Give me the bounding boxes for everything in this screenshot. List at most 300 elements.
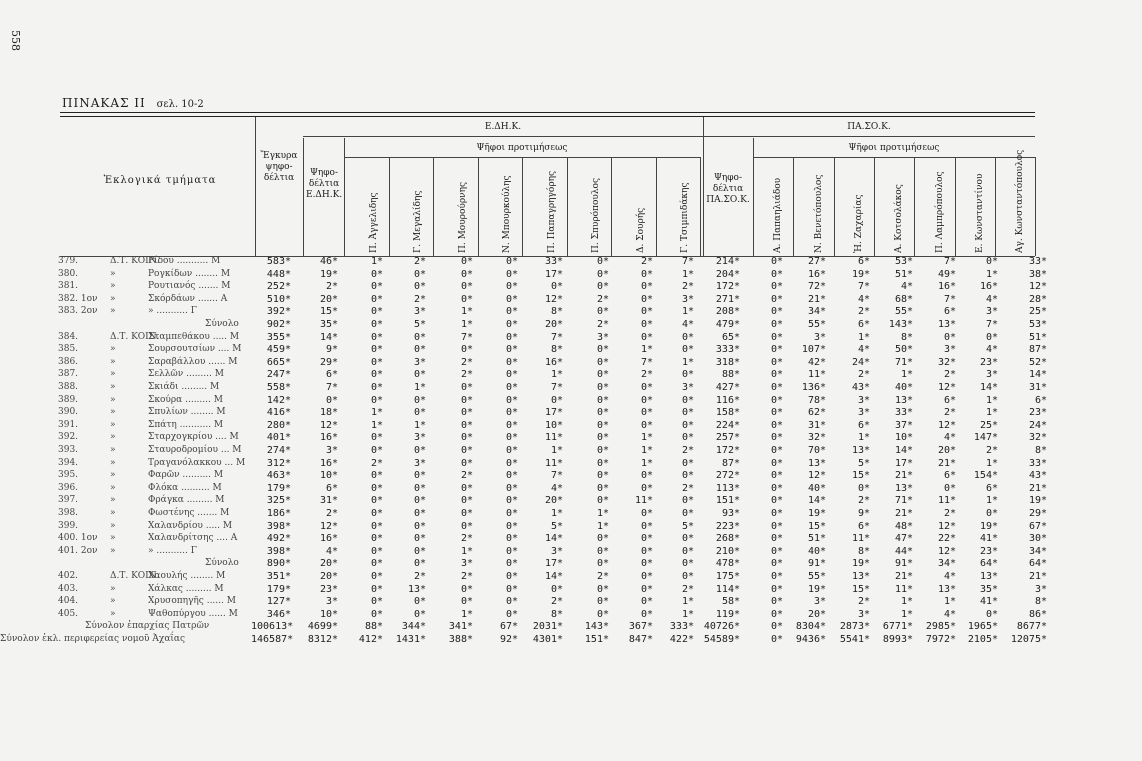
cell-value: 2873* — [839, 621, 870, 633]
cell-value: 0* — [596, 545, 609, 557]
cell-value: 67* — [499, 621, 518, 633]
cell-value: 6* — [857, 520, 870, 532]
header-edik-pref: Ψῆφοι προτιμήσεως — [476, 143, 568, 153]
cell-value: 0* — [505, 508, 518, 519]
cell-value: 0* — [370, 306, 383, 318]
cell-value: 12* — [937, 520, 956, 532]
cell-value: 40* — [807, 482, 826, 494]
cell-value: 2* — [596, 293, 609, 305]
cell-value: 0* — [413, 520, 426, 532]
cell-value: 1* — [596, 520, 609, 532]
cell-value: 16* — [319, 432, 338, 444]
cell-value: 0* — [505, 306, 518, 318]
row-area: » — [110, 356, 116, 367]
edik-candidate-header: Π. Ἀγγελιδης — [368, 192, 379, 253]
row-number: 395. — [58, 470, 79, 481]
cell-value: 2* — [857, 369, 870, 381]
table-row — [0, 382, 1142, 394]
cell-value: 367* — [628, 621, 653, 633]
cell-value: 1* — [681, 596, 694, 608]
cell-value: 6* — [325, 369, 338, 381]
table-header — [60, 112, 1035, 256]
cell-value: 48* — [894, 520, 913, 532]
table-row — [0, 395, 1142, 407]
cell-value: 11* — [634, 495, 653, 507]
header-edik-group: Ε.ΔΗ.Κ. — [484, 122, 522, 132]
cell-value: 19* — [851, 268, 870, 280]
cell-value: 0* — [596, 533, 609, 545]
cell-value: 4* — [943, 432, 956, 444]
cell-value: 0* — [370, 596, 383, 608]
cell-value: 68* — [894, 293, 913, 305]
cell-value: 0* — [770, 293, 783, 305]
page-number: 558 — [9, 30, 22, 51]
cell-value: 312* — [266, 457, 291, 469]
table-row — [0, 458, 1142, 470]
cell-value: 0* — [370, 394, 383, 406]
cell-value: 0* — [596, 344, 609, 356]
cell-value: 2* — [413, 256, 426, 267]
row-area: » — [110, 407, 116, 418]
cell-value: 0* — [770, 608, 783, 620]
cell-value: 1* — [943, 596, 956, 608]
cell-value: 0* — [460, 268, 473, 280]
cell-value: 0* — [413, 331, 426, 343]
cell-value: 12* — [937, 545, 956, 557]
row-number: 401. 2ον — [58, 545, 98, 556]
cell-value: 398* — [266, 520, 291, 532]
cell-value: 0* — [596, 482, 609, 494]
cell-value: 0* — [413, 394, 426, 406]
cell-value: 0* — [640, 583, 653, 595]
pasok-candidate-header: Ἠ. Ζαχαρίας — [853, 194, 864, 253]
cell-value: 158* — [715, 407, 740, 419]
cell-value: 114* — [715, 583, 740, 595]
cell-value: 40* — [807, 545, 826, 557]
cell-value: 0* — [413, 268, 426, 280]
cell-value: 0* — [770, 457, 783, 469]
cell-value: 172* — [715, 281, 740, 293]
cell-value: 8993* — [882, 634, 913, 645]
cell-value: 0* — [505, 407, 518, 419]
row-name: Σκούρα ......... Μ — [148, 394, 223, 405]
cell-value: 0* — [460, 281, 473, 293]
cell-value: 0* — [681, 419, 694, 431]
cell-value: 0* — [460, 407, 473, 419]
cell-value: 2* — [413, 293, 426, 305]
cell-value: 0* — [413, 533, 426, 545]
edik-candidate-header: Π. Μουρούρνης — [457, 181, 468, 253]
row-name: Χρυσοπηγῆς ...... Μ — [148, 596, 236, 607]
row-name: Σύνολο — [205, 319, 239, 329]
cell-value: 1* — [985, 268, 998, 280]
row-area: » — [110, 306, 116, 317]
row-name: Ρουτιανός ....... Μ — [148, 281, 231, 292]
cell-value: 3* — [681, 382, 694, 393]
cell-value: 17* — [894, 457, 913, 469]
cell-value: 136* — [801, 382, 826, 393]
cell-value: 0* — [770, 344, 783, 356]
header-valid-ballots: Ἔγκυρα ψηφο-δέλτια — [260, 151, 298, 183]
cell-value: 325* — [266, 495, 291, 507]
cell-value: 0* — [640, 596, 653, 608]
cell-value: 1* — [550, 445, 563, 456]
cell-value: 0* — [770, 520, 783, 532]
row-area: Δ.Τ. ΚΟΙΝ. — [110, 256, 160, 266]
table-row — [0, 332, 1142, 344]
cell-value: 0* — [370, 382, 383, 393]
cell-value: 0* — [505, 445, 518, 456]
cell-value: 21* — [937, 457, 956, 469]
table-row — [0, 521, 1142, 533]
cell-value: 0* — [770, 407, 783, 419]
cell-value: 53* — [1028, 319, 1047, 330]
cell-value: 0* — [640, 319, 653, 330]
cell-value: 0* — [770, 634, 783, 645]
cell-value: 0* — [681, 558, 694, 570]
cell-value: 35* — [979, 583, 998, 595]
cell-value: 3* — [596, 331, 609, 343]
pasok-candidate-header: Ν. Βενετόπουλος — [813, 174, 824, 253]
cell-value: 43* — [1028, 470, 1047, 482]
cell-value: 38* — [1028, 268, 1047, 280]
cell-value: 0* — [413, 344, 426, 356]
row-number: 384. — [58, 331, 79, 342]
header-sections: Ἐκλογικά τμήματα — [103, 175, 217, 186]
cell-value: 0* — [640, 482, 653, 494]
cell-value: 71* — [894, 495, 913, 507]
cell-value: 0* — [596, 394, 609, 406]
table-row — [0, 256, 1142, 268]
row-name: Σύνολον ἐκλ. περιφερείας νομοῦ Ἀχαΐας — [0, 634, 186, 644]
cell-value: 27* — [807, 256, 826, 267]
cell-value: 2* — [550, 596, 563, 608]
table-row — [0, 495, 1142, 507]
cell-value: 3* — [857, 608, 870, 620]
cell-value: 0* — [505, 558, 518, 570]
row-name: Σουρσουτσίων .... Μ — [148, 344, 242, 355]
row-area: » — [110, 382, 116, 392]
table-row — [0, 432, 1142, 444]
row-number: 390. — [58, 407, 79, 418]
cell-value: 1* — [640, 432, 653, 444]
cell-value: 0* — [770, 256, 783, 267]
cell-value: 13* — [807, 457, 826, 469]
cell-value: 0* — [770, 281, 783, 293]
cell-value: 0* — [985, 608, 998, 620]
cell-value: 86* — [1028, 608, 1047, 620]
cell-value: 0* — [370, 445, 383, 456]
cell-value: 271* — [715, 293, 740, 305]
cell-value: 1965* — [967, 621, 998, 633]
cell-value: 10* — [544, 419, 563, 431]
cell-value: 0* — [640, 268, 653, 280]
cell-value: 10* — [319, 608, 338, 620]
cell-value: 13* — [937, 319, 956, 330]
cell-value: 2* — [596, 571, 609, 582]
cell-value: 333* — [669, 621, 694, 633]
row-area: » — [110, 344, 116, 355]
cell-value: 12* — [1028, 281, 1047, 293]
cell-value: 412* — [358, 634, 383, 645]
cell-value: 2* — [943, 407, 956, 419]
cell-value: 4* — [857, 344, 870, 356]
table-row — [0, 558, 1142, 570]
cell-value: 0* — [640, 407, 653, 419]
cell-value: 0* — [505, 344, 518, 356]
cell-value: 55* — [894, 306, 913, 318]
cell-value: 0* — [413, 369, 426, 381]
cell-value: 11* — [544, 432, 563, 444]
cell-value: 0* — [505, 268, 518, 280]
cell-value: 179* — [266, 482, 291, 494]
cell-value: 19* — [319, 268, 338, 280]
cell-value: 0* — [770, 319, 783, 330]
cell-value: 78* — [807, 394, 826, 406]
cell-value: 3* — [857, 394, 870, 406]
cell-value: 0* — [596, 356, 609, 368]
cell-value: 4* — [943, 571, 956, 582]
cell-value: 459* — [266, 344, 291, 356]
cell-value: 5541* — [839, 634, 870, 645]
cell-value: 3* — [1034, 583, 1047, 595]
cell-value: 21* — [1028, 571, 1047, 582]
cell-value: 3* — [813, 596, 826, 608]
cell-value: 2* — [325, 508, 338, 519]
cell-value: 146587* — [251, 634, 294, 645]
cell-value: 13* — [851, 445, 870, 456]
row-number: 380. — [58, 268, 79, 279]
cell-value: 8* — [1034, 445, 1047, 456]
row-area: » — [110, 268, 116, 279]
row-name: Χαουλής ........ Μ — [148, 571, 226, 581]
cell-value: 0* — [370, 533, 383, 545]
cell-value: 65* — [721, 331, 740, 343]
cell-value: 3* — [325, 596, 338, 608]
cell-value: 272* — [715, 470, 740, 482]
table-row — [0, 420, 1142, 432]
cell-value: 23* — [979, 356, 998, 368]
cell-value: 58* — [721, 596, 740, 608]
row-number: 379. — [58, 256, 79, 266]
row-name: Φλόκα .......... Μ — [148, 482, 222, 493]
cell-value: 0* — [681, 533, 694, 545]
cell-value: 0* — [505, 356, 518, 368]
cell-value: 1* — [900, 596, 913, 608]
cell-value: 67* — [1028, 520, 1047, 532]
cell-value: 0* — [370, 356, 383, 368]
cell-value: 8* — [550, 608, 563, 620]
cell-value: 0* — [460, 394, 473, 406]
cell-value: 16* — [937, 281, 956, 293]
cell-value: 7* — [943, 293, 956, 305]
row-name: » ........... Γ — [148, 545, 197, 556]
cell-value: 41* — [979, 533, 998, 545]
cell-value: 1* — [640, 445, 653, 456]
cell-value: 3* — [460, 558, 473, 570]
row-number: 396. — [58, 482, 79, 493]
cell-value: 0* — [370, 558, 383, 570]
cell-value: 92* — [499, 634, 518, 645]
cell-value: 0* — [770, 306, 783, 318]
cell-value: 11* — [894, 583, 913, 595]
cell-value: 0* — [505, 608, 518, 620]
row-number: 385. — [58, 344, 79, 355]
cell-value: 14* — [544, 571, 563, 582]
cell-value: 0* — [985, 508, 998, 519]
row-number: 387. — [58, 369, 79, 380]
cell-value: 23* — [319, 583, 338, 595]
cell-value: 72* — [807, 281, 826, 293]
cell-value: 0* — [370, 319, 383, 330]
cell-value: 388* — [448, 634, 473, 645]
edik-candidate-header: Π. Σπυρόπουλος — [591, 178, 601, 253]
cell-value: 16* — [979, 281, 998, 293]
cell-value: 13* — [937, 583, 956, 595]
row-number: 392. — [58, 432, 79, 443]
row-area: » — [110, 596, 116, 607]
cell-value: 20* — [937, 445, 956, 456]
row-name: Φράγκα ......... Μ — [148, 495, 225, 506]
cell-value: 19* — [807, 508, 826, 519]
cell-value: 1* — [460, 319, 473, 330]
cell-value: 14* — [894, 445, 913, 456]
cell-value: 0* — [505, 331, 518, 343]
cell-value: 0* — [370, 344, 383, 356]
pasok-candidate-header: Ε. Κωνσταντίνου — [974, 173, 985, 253]
cell-value: 208* — [715, 306, 740, 318]
cell-value: 3* — [550, 545, 563, 557]
cell-value: 0* — [550, 583, 563, 595]
row-name: » ........... Γ — [148, 306, 197, 317]
cell-value: 0* — [681, 545, 694, 557]
cell-value: 0* — [770, 268, 783, 280]
cell-value: 31* — [1028, 382, 1047, 393]
cell-value: 43* — [851, 382, 870, 393]
cell-value: 0* — [505, 293, 518, 305]
cell-value: 49* — [937, 268, 956, 280]
cell-value: 0* — [460, 520, 473, 532]
cell-value: 0* — [770, 394, 783, 406]
cell-value: 1* — [681, 356, 694, 368]
cell-value: 0* — [596, 583, 609, 595]
cell-value: 34* — [937, 558, 956, 570]
cell-value: 224* — [715, 419, 740, 431]
cell-value: 6* — [857, 319, 870, 330]
cell-value: 0* — [413, 495, 426, 507]
cell-value: 42* — [807, 356, 826, 368]
cell-value: 0* — [770, 583, 783, 595]
cell-value: 6* — [325, 482, 338, 494]
cell-value: 1* — [460, 306, 473, 318]
cell-value: 2* — [681, 482, 694, 494]
cell-value: 0* — [370, 545, 383, 557]
cell-value: 7* — [550, 382, 563, 393]
cell-value: 55* — [807, 319, 826, 330]
cell-value: 64* — [979, 558, 998, 570]
cell-value: 0* — [640, 545, 653, 557]
pasok-candidate-header: Π. Λαμπρόπουλος — [934, 171, 945, 253]
cell-value: 19* — [1028, 495, 1047, 507]
cell-value: 91* — [894, 558, 913, 570]
cell-value: 0* — [770, 445, 783, 456]
table-row — [0, 306, 1142, 318]
cell-value: 0* — [640, 382, 653, 393]
cell-value: 0* — [770, 482, 783, 494]
cell-value: 510* — [266, 293, 291, 305]
cell-value: 280* — [266, 419, 291, 431]
cell-value: 7* — [460, 331, 473, 343]
cell-value: 40* — [894, 382, 913, 393]
table-row — [0, 596, 1142, 608]
cell-value: 398* — [266, 545, 291, 557]
cell-value: 0* — [370, 520, 383, 532]
cell-value: 558* — [266, 382, 291, 393]
cell-value: 0* — [770, 533, 783, 545]
cell-value: 1* — [550, 508, 563, 519]
cell-value: 0* — [640, 419, 653, 431]
cell-value: 154* — [973, 470, 998, 482]
cell-value: 478* — [715, 558, 740, 570]
cell-value: 2* — [413, 571, 426, 582]
cell-value: 2* — [985, 445, 998, 456]
cell-value: 3* — [813, 331, 826, 343]
row-name: Χαλανδρίου ..... Μ — [148, 520, 233, 531]
cell-value: 13* — [407, 583, 426, 595]
cell-value: 13* — [894, 482, 913, 494]
cell-value: 47* — [894, 533, 913, 545]
cell-value: 2* — [460, 470, 473, 482]
row-number: 403. — [58, 583, 79, 594]
cell-value: 427* — [715, 382, 740, 393]
cell-value: 341* — [448, 621, 473, 633]
cell-value: 8* — [857, 545, 870, 557]
cell-value: 7* — [550, 331, 563, 343]
cell-value: 583* — [266, 256, 291, 267]
cell-value: 0* — [640, 533, 653, 545]
cell-value: 11* — [544, 457, 563, 469]
cell-value: 0* — [460, 445, 473, 456]
cell-value: 448* — [266, 268, 291, 280]
cell-value: 0* — [681, 344, 694, 356]
cell-value: 1* — [413, 382, 426, 393]
cell-value: 0* — [505, 432, 518, 444]
row-number: 381. — [58, 281, 79, 292]
cell-value: 0* — [596, 445, 609, 456]
cell-value: 0* — [460, 508, 473, 519]
cell-value: 14* — [544, 533, 563, 545]
cell-value: 1* — [985, 457, 998, 469]
cell-value: 3* — [985, 369, 998, 381]
cell-value: 87* — [1028, 344, 1047, 356]
cell-value: 0* — [370, 482, 383, 494]
cell-value: 7* — [325, 382, 338, 393]
cell-value: 19* — [851, 558, 870, 570]
cell-value: 8304* — [795, 621, 826, 633]
cell-value: 10* — [319, 470, 338, 482]
table-row — [0, 357, 1142, 369]
row-area: » — [110, 583, 116, 594]
cell-value: 147* — [973, 432, 998, 444]
cell-value: 0* — [596, 470, 609, 482]
row-name: Χαλανδρίτσης .... Α — [148, 533, 238, 544]
cell-value: 0* — [505, 457, 518, 469]
cell-value: 1* — [985, 495, 998, 507]
table-row — [0, 407, 1142, 419]
cell-value: 0* — [640, 293, 653, 305]
cell-value: 40726* — [703, 621, 740, 633]
cell-value: 4* — [985, 344, 998, 356]
